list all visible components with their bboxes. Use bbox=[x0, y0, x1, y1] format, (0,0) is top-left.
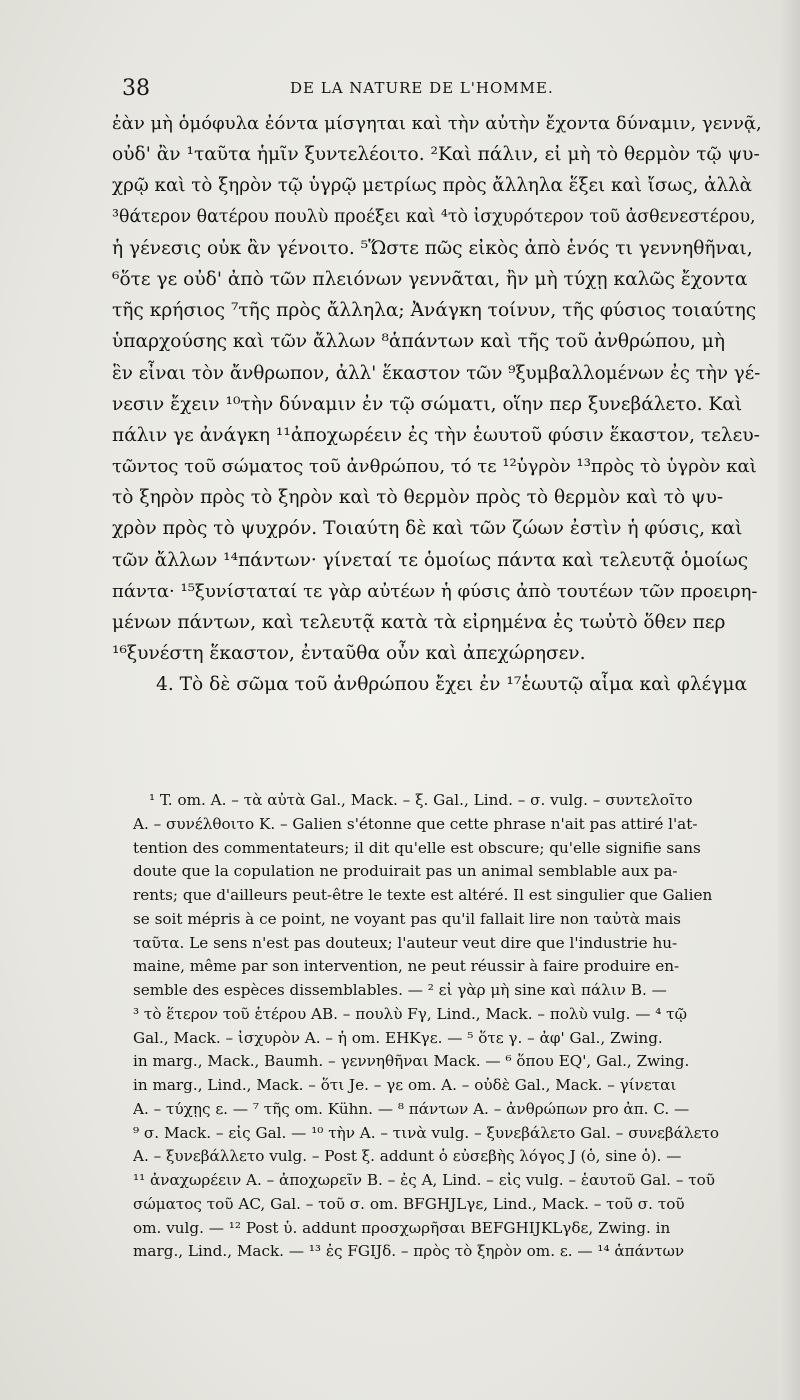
footnote-line: ¹ T. om. A. – τὰ αὐτὰ Gal., Mack. – ξ. Gal., Lind. – σ. vulg. – συντελοῖτο bbox=[149, 791, 693, 809]
running-title: DE LA NATURE DE L'HOMME. bbox=[290, 79, 554, 97]
text-line: ὑπαρχούσης καὶ τῶν ἄλλων ⁸ἁπάντων καὶ τῆς τοῦ ἀνθρώπου, μὴ bbox=[112, 331, 725, 353]
footnote-line: A. – συνέλθοιτο K. – Galien s'étonne que cette phrase n'ait pas attiré l'at- bbox=[133, 814, 698, 833]
text-line: ¹⁶ξυνέστη ἕκαστον, ἐνταῦθα οὖν καὶ ἀπεχώρησεν. bbox=[112, 643, 586, 665]
page-edge-shadow bbox=[778, 0, 800, 1400]
footnote-line: tention des commentateurs; il dit qu'elle est obscure; qu'elle signifie sans bbox=[133, 838, 701, 857]
text-line: χρὸν πρὸς τὸ ψυχρόν. Τοιαύτη δὲ καὶ τῶν ζώων ἐστὶν ἡ φύσις, καὶ bbox=[112, 518, 743, 540]
text-line: ⁶ὅτε γε οὐδ' ἀπὸ τῶν πλειόνων γεννᾶται, ἢν μὴ τύχῃ καλῶς ἔχοντα bbox=[112, 268, 748, 290]
text-line: μένων πάντων, καὶ τελευτᾷ κατὰ τὰ εἰρημένα ἐς τωὐτὸ ὅθεν περ bbox=[112, 612, 726, 633]
text-line: ἐὰν μὴ ὁμόφυλα ἐόντα μίσγηται καὶ τὴν αὐτὴν ἔχοντα δύναμιν, γεννᾷ, bbox=[112, 113, 762, 134]
footnote-line: ¹¹ ἀναχωρέειν A. – ἀποχωρεῖν B. – ἐς A, Lind. – εἰς vulg. – ἑαυτοῦ Gal. – τοῦ bbox=[133, 1171, 716, 1189]
footnote-line: ταῦτα. Le sens n'est pas douteux; l'auteur veut dire que l'industrie hu- bbox=[133, 933, 678, 952]
page-header bbox=[122, 76, 758, 104]
text-line: ³θάτερον θατέρου πουλὺ προέξει καὶ ⁴τὸ ἰσχυρότερον τοῦ ἀσθενεστέρου, bbox=[112, 206, 756, 227]
text-line: πάντα· ¹⁵ξυνίσταταί τε γὰρ αὐτέων ἡ φύσις ἀπὸ τουτέων τῶν προειρη- bbox=[112, 580, 758, 602]
footnote-line: semble des espèces dissemblables. — ² εἰ γὰρ μὴ sine καὶ πάλιν B. — bbox=[133, 981, 667, 999]
text-line: τῶν ἄλλων ¹⁴πάντων· γίνεταί τε ὁμοίως πάντα καὶ τελευτᾷ ὁμοίως bbox=[112, 549, 749, 571]
text-line: οὐδ' ἂν ¹ταῦτα ἡμῖν ξυντελέοιτο. ²Καὶ πάλιν, εἰ μὴ τὸ θερμὸν τῷ ψυ- bbox=[112, 144, 760, 166]
text-line: ἡ γένεσις οὐκ ἂν γένοιτο. ⁵Ὥστε πῶς εἰκὸς ἀπὸ ἑνός τι γεννηθῆναι, bbox=[112, 237, 753, 259]
footnote-line: σώματος τοῦ AC, Gal. – τοῦ σ. om. BFGHJLγε, Lind., Mack. – τοῦ σ. τοῦ bbox=[133, 1194, 685, 1213]
footnote-line: in marg., Mack., Baumh. – γεννηθῆναι Mack. — ⁶ ὅπου EQ', Gal., Zwing. bbox=[133, 1052, 690, 1071]
footnote-line: maine, même par son intervention, ne peut réussir à faire produire en- bbox=[133, 957, 680, 976]
text-line: χρῷ καὶ τὸ ξηρὸν τῷ ὑγρῷ μετρίως πρὸς ἄλληλα ἕξει καὶ ἴσως, ἀλλὰ bbox=[112, 175, 752, 197]
text-line: τῆς κρήσιος ⁷τῆς πρὸς ἄλληλα; Ἀνάγκη τοίνυν, τῆς φύσιος τοιαύτης bbox=[112, 300, 757, 322]
footnote-line: in marg., Lind., Mack. – ὅτι Je. – γε om. A. – οὐδὲ Gal., Mack. – γίνεται bbox=[133, 1076, 677, 1094]
greek-main-text bbox=[112, 108, 762, 701]
text-line: ἓν εἶναι τὸν ἄνθρωπον, ἀλλ' ἕκαστον τῶν ⁹ξυμβαλλομένων ἐς τὴν γέ- bbox=[112, 362, 761, 384]
text-line: πάλιν γε ἀνάγκη ¹¹ἀποχωρέειν ἐς τὴν ἑωυτοῦ φύσιν ἕκαστον, τελευ- bbox=[112, 424, 760, 446]
footnote-line: A. – τύχῃς ε. — ⁷ τῆς om. Kühn. — ⁸ πάντων A. – ἀνθρώπων pro ἀπ. C. — bbox=[133, 1099, 690, 1118]
footnote-line: A. – ξυνεβάλλετο vulg. – Post ξ. addunt ὁ εὐσεβὴς λόγος J (ὁ, sine ὁ). — bbox=[133, 1147, 682, 1166]
footnote-line: marg., Lind., Mack. — ¹³ ἐς FGIJδ. – πρὸς τὸ ξηρὸν om. ε. — ¹⁴ ἁπάντων bbox=[133, 1242, 685, 1261]
footnote-line: doute que la copulation ne produirait pas un animal semblable aux pa- bbox=[133, 862, 678, 881]
footnote-line: om. vulg. — ¹² Post ὑ. addunt προσχωρῆσαι BEFGHIJKLγδε, Zwing. in bbox=[133, 1218, 671, 1237]
text-line: νεσιν ἔχειν ¹⁰τὴν δύναμιν ἐν τῷ σώματι, οἵην περ ξυνεβάλετο. Καὶ bbox=[112, 393, 743, 415]
text-line: τῶντος τοῦ σώματος τοῦ ἀνθρώπου, τό τε ¹²ὑγρὸν ¹³πρὸς τὸ ὑγρὸν καὶ bbox=[112, 456, 757, 478]
footnotes bbox=[133, 789, 765, 1264]
section-4-start-line: 4. Τὸ δὲ σῶμα τοῦ ἀνθρώπου ἔχει ἐν ¹⁷ἑωυτῷ αἷμα καὶ φλέγμα bbox=[156, 674, 748, 696]
footnote-line: se soit mépris à ce point, ne voyant pas qu'il fallait lire non ταὐτὰ mais bbox=[133, 909, 681, 928]
text-line: τὸ ξηρὸν πρὸς τὸ ξηρὸν καὶ τὸ θερμὸν πρὸς τὸ θερμὸν καὶ τὸ ψυ- bbox=[112, 487, 724, 509]
footnote-line: Gal., Mack. – ἰσχυρὸν A. – ἡ om. EHKγε. — ⁵ ὅτε γ. – ἀφ' Gal., Zwing. bbox=[133, 1028, 663, 1047]
footnote-line: ⁹ σ. Mack. – εἰς Gal. — ¹⁰ τὴν A. – τινὰ vulg. – ξυνεβάλετο Gal. – συνεβάλετο bbox=[133, 1123, 720, 1142]
footnote-line: rents; que d'ailleurs peut-être le texte est altéré. Il est singulier que Galien bbox=[133, 886, 713, 904]
page-number: 38 bbox=[122, 76, 150, 101]
footnote-line: ³ τὸ ἕτερον τοῦ ἑτέρου AB. – πουλὺ Fγ, Lind., Mack. – πολὺ vulg. — ⁴ τῷ bbox=[133, 1004, 687, 1023]
